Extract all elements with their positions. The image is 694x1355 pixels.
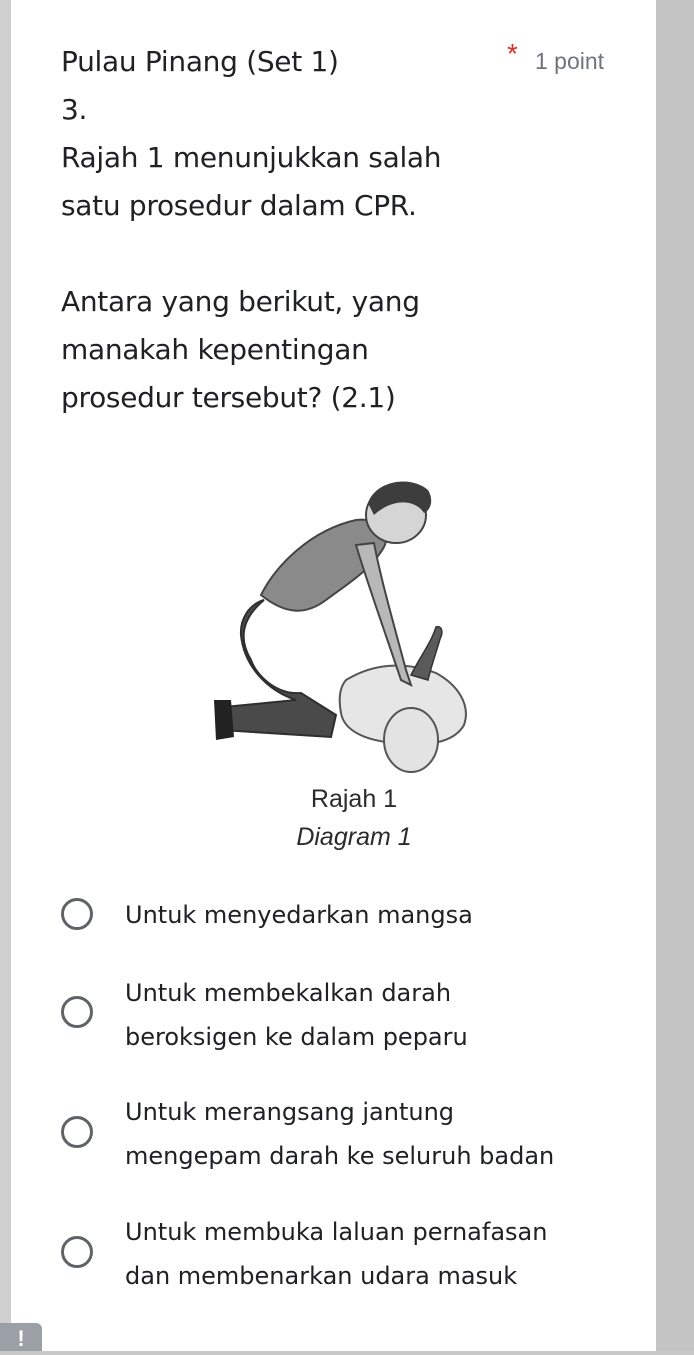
right-margin <box>656 0 694 1351</box>
question-line-1: Rajah 1 menunjukkan salah <box>61 141 442 174</box>
option-label-line: Untuk membuka laluan pernafasan <box>125 1218 548 1246</box>
question-set-title: Pulau Pinang (Set 1) <box>61 45 339 78</box>
option-label-line: Untuk menyedarkan mangsa <box>125 901 473 929</box>
alert-icon: ! <box>17 1326 25 1351</box>
option-label-line: Untuk membekalkan darah <box>125 979 452 1007</box>
feedback-button[interactable] <box>0 1323 42 1351</box>
option-label <box>125 893 615 937</box>
figure-caption-malay: Rajah 1 <box>310 785 398 813</box>
left-margin <box>0 0 11 1351</box>
points-label: 1 point <box>535 48 605 74</box>
option-label-line: beroksigen ke dalam peparu <box>125 1023 468 1051</box>
option-label <box>125 1090 615 1178</box>
patient-arm <box>411 627 442 680</box>
option-label <box>125 971 615 1059</box>
option-label-line: Untuk merangsang jantung <box>125 1098 455 1126</box>
radio-button[interactable] <box>61 1116 93 1148</box>
question-number: 3. <box>61 93 88 126</box>
question-line-5: prosedur tersebut? (2.1) <box>61 381 396 414</box>
question-line-4: manakah kepentingan <box>61 333 369 366</box>
question-line-2: satu prosedur dalam CPR. <box>61 189 417 222</box>
radio-button[interactable] <box>61 1236 93 1268</box>
radio-button[interactable] <box>61 898 93 930</box>
rescuer-legs <box>221 600 336 737</box>
question-card <box>11 0 656 1351</box>
required-asterisk: * <box>507 38 518 69</box>
question-line-3: Antara yang berikut, yang <box>61 285 420 318</box>
figure-caption-english: Diagram 1 <box>296 823 412 851</box>
radio-button[interactable] <box>61 996 93 1028</box>
option-label-line: mengepam darah ke seluruh badan <box>125 1142 555 1170</box>
cpr-illustration-icon <box>196 475 496 785</box>
question-text <box>61 38 501 422</box>
rescuer-arms <box>356 543 411 685</box>
patient-head <box>384 708 438 772</box>
option-label-line: dan membenarkan udara masuk <box>125 1262 518 1290</box>
option-label <box>125 1210 615 1298</box>
rescuer-shoe <box>214 700 234 740</box>
